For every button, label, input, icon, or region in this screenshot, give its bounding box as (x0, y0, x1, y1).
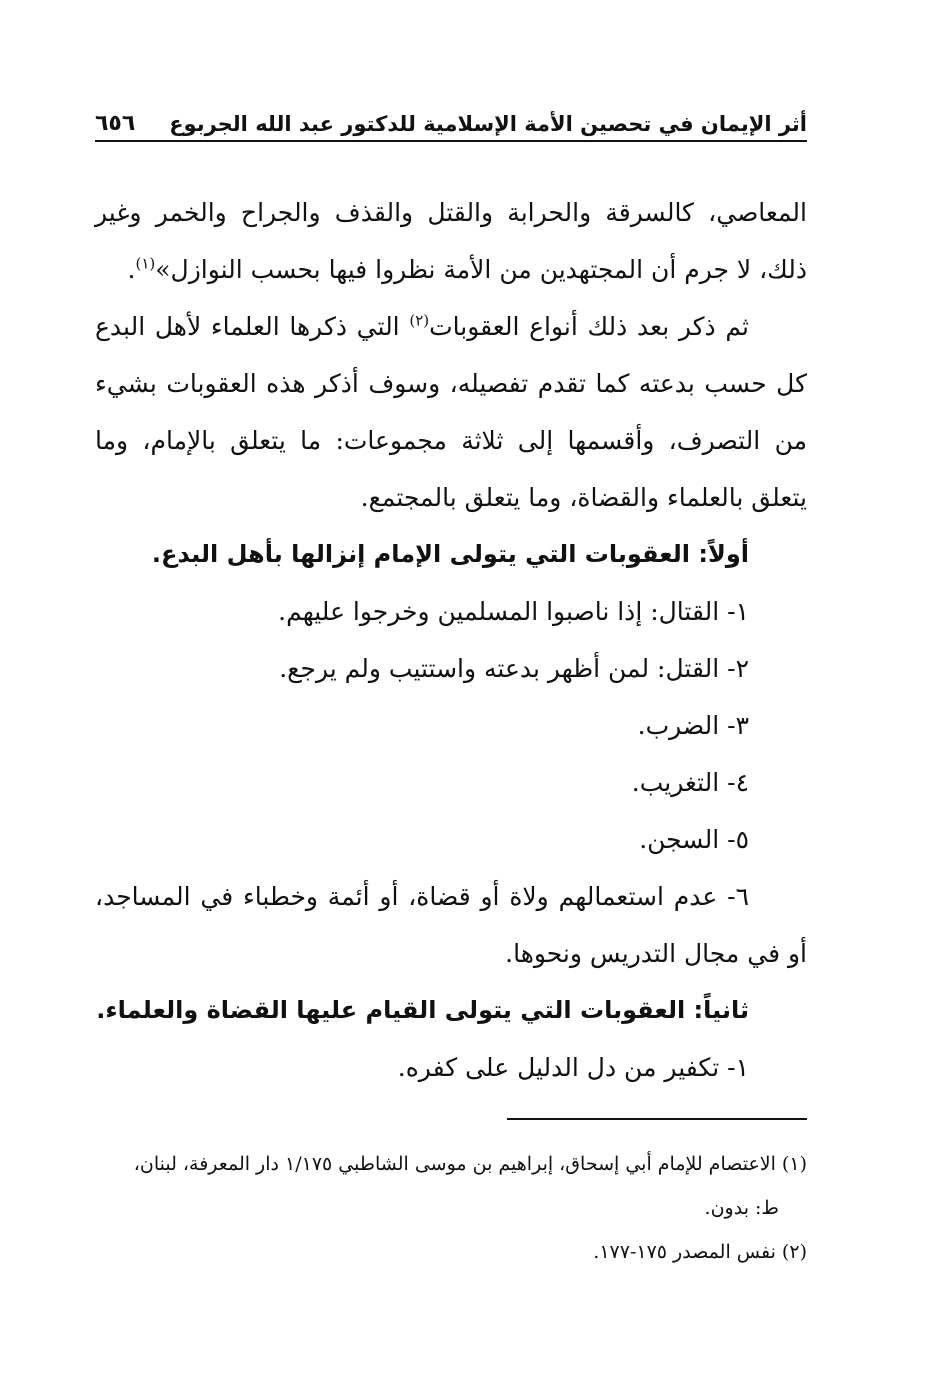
section-heading-first: أولاً: العقوبات التي يتولى الإمام إنزالها بأهل البدع. (151, 540, 749, 568)
paragraph-punishments-intro: ثم ذكر بعد ذلك أنواع العقوبات$^{(٢)}$ التي ذكرها العلماء لأهل البدع كل حسب بدعته كما تقدم تفصيله، وسوف أذكر هذه العقوبات بشيء من التصرف، وأقسمها إلى ثلاثة مجموعات: ما يتعلق بالإمام، وما يتعلق بالعلماء والقضاة، وما يتعلق بالمجتمع. (95, 311, 808, 512)
footnote-divider (507, 1118, 807, 1120)
footnote-1: (١) الاعتصام للإمام أبي إسحاق، إبراهيم بن موسى الشاطبي ١/١٧٥ دار المعرفة، لبنان، (133, 1153, 807, 1175)
footnote-ref-2[interactable]: (٢) (409, 311, 430, 330)
document-page (95, 92, 807, 1274)
header-title: أثر الإيمان في تحصين الأمة الإسلامية للدكتور عبد الله الجربوع (169, 112, 807, 136)
list-item: ١- القتال: إذا ناصبوا المسلمين وخرجوا عليهم. (278, 597, 749, 626)
footnote-1-continued: ط: بدون. (704, 1197, 779, 1219)
list-item: ٣- الضرب. (637, 711, 749, 740)
footnote-ref-1[interactable]: (١) (135, 254, 156, 273)
paragraph-quote-end: المعاصي، كالسرقة والحرابة والقتل والقذف والجراح والخمر وغير ذلك، لا جرم أن المجتهدين من الأمة نظروا فيها بحسب النوازل»$^{(١)}$. (95, 198, 807, 284)
list-item: ٥- السجن. (639, 825, 749, 854)
page-number: ٦٥٦ (95, 111, 136, 136)
footnote-2: (٢) نفس المصدر ١٧٥-١٧٧. (593, 1241, 807, 1263)
list-item: ٢- القتل: لمن أظهر بدعته واستتيب ولم يرجع. (279, 654, 749, 683)
footnotes (95, 1142, 807, 1274)
list-item: ٦- عدم استعمالهم ولاة أو قضاة، أو أئمة وخطباء في المساجد، أو في مجال التدريس ونحوها. (95, 882, 807, 968)
section-heading-second: ثانياً: العقوبات التي يتولى القيام عليها القضاة والعلماء. (96, 996, 749, 1024)
list-item: ١- تكفير من دل الدليل على كفره. (397, 1053, 749, 1082)
running-header (95, 92, 807, 142)
body-text (95, 184, 807, 1096)
list-item: ٤- التغريب. (631, 768, 749, 797)
